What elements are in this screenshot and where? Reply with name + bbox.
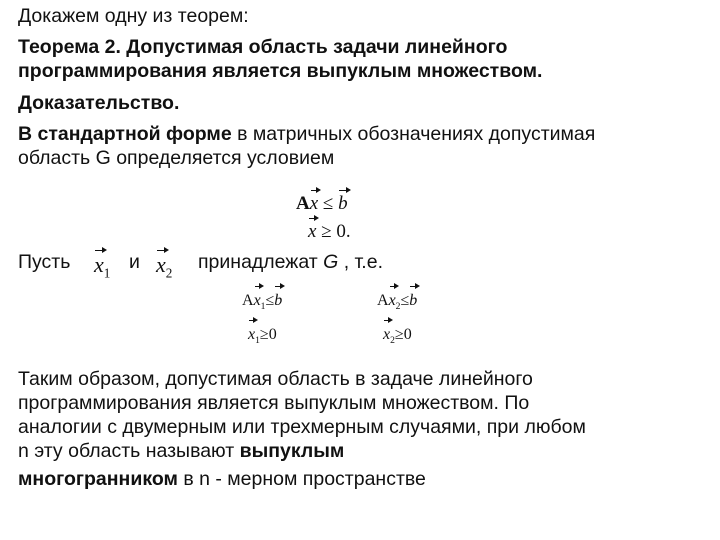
vector-x: x [383,322,390,348]
subscript-2: 2 [390,335,395,347]
matrix-a: A [296,193,310,214]
term-convex: выпуклым [239,440,345,462]
let-word: Пусть [18,251,71,273]
vector-x1 [94,252,110,281]
conclusion-line-5 [18,467,426,492]
ge-sign: ≥ [259,326,269,343]
matrix-a: A [242,292,254,309]
zero: 0 [268,326,277,343]
vector-x: x [254,288,261,314]
subscript-1: 1 [103,265,111,281]
subscript-2: 2 [395,301,401,313]
ge-sign: ≥ [394,326,404,343]
x-letter: x [94,252,104,277]
ie-text: , т.е. [343,251,383,273]
vector-x: x [389,288,396,314]
standard-form-bold: В стандартной форме [18,123,232,145]
vector-b: b [338,193,348,214]
conclusion-line-1: Таким образом, допустимая область в задаче линейного [18,368,533,390]
constraint-ax-le-b [296,192,348,216]
ge-sign: ≥ [316,221,337,242]
intro-text: Докажем одну из теорем: [18,5,249,27]
zero: 0 [403,326,412,343]
region-line: область G определяется условием [18,147,335,169]
conclusion-line-5-text: в n - мерном пространстве [177,468,426,490]
conclusion-line-4 [18,439,344,464]
constraint-x-ge-0 [308,220,351,244]
vector-x: x [309,193,319,214]
vector-x2 [156,252,172,281]
subscript-2: 2 [165,265,173,281]
set-g: G [323,251,339,273]
le-sign: ≤ [400,292,410,309]
le-sign: ≤ [265,292,275,309]
matrix-a: A [377,292,389,309]
standard-form-line [18,122,595,147]
belong-text: принадлежат [198,251,318,273]
x-letter: x [156,252,166,277]
belong-line [198,250,383,275]
vector-b: b [274,288,282,314]
subscript-1: 1 [260,301,266,313]
term-polyhedron: многогранником [18,468,178,490]
vector-x: x [308,221,317,242]
system-2-row-2 [383,322,412,354]
system-1-row-2 [248,322,277,354]
theorem-line-2: программирования является выпуклым множеством. [18,60,543,82]
proof-heading: Доказательство. [18,92,180,114]
le-sign: ≤ [318,193,339,214]
conclusion-line-4-text: n эту область называют [18,440,240,462]
conclusion-line-3: аналогии с двумерным или трехмерным случаями, при любом [18,416,586,438]
and-word: и [129,251,140,273]
vector-b: b [409,288,417,314]
subscript-1: 1 [255,335,260,347]
zero: 0. [336,221,351,242]
vector-x: x [248,322,255,348]
standard-form-rest: в матричных обозначениях допустимая [231,123,596,145]
theorem-line-1: Теорема 2. Допустимая область задачи линейного [18,36,508,58]
system-2-row-1 [377,288,417,320]
conclusion-line-2: программирования является выпуклым множеством. По [18,392,530,414]
system-1-row-1 [242,288,282,320]
